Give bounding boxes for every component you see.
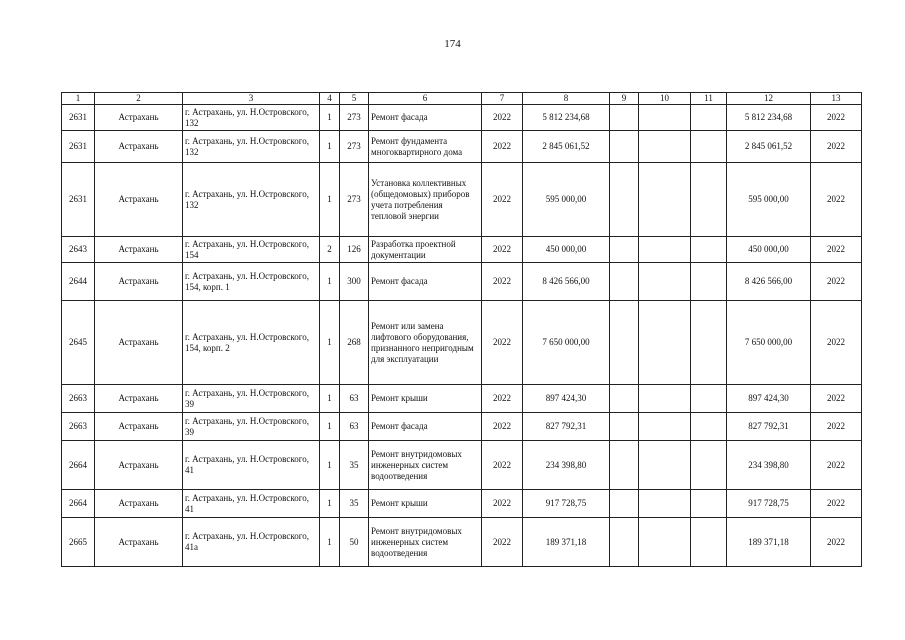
end-year-cell: 2022 [811,163,862,237]
address-cell: г. Астрахань, ул. Н.Островского, 154, корп. 2 [183,301,320,385]
col9-cell [610,490,639,518]
header-cell: 12 [727,93,811,105]
cost-cell: 595 000,00 [523,163,610,237]
col11-cell [691,413,727,441]
col4-cell: 1 [320,301,340,385]
col9-cell [610,441,639,490]
col5-cell: 63 [340,385,369,413]
col10-cell [639,301,691,385]
col9-cell [610,131,639,163]
year-cell: 2022 [482,385,523,413]
cost-cell: 450 000,00 [523,237,610,263]
cost-cell: 7 650 000,00 [523,301,610,385]
table-row [62,385,862,413]
col11-cell [691,131,727,163]
header-cell: 1 [62,93,95,105]
work-type-cell: Ремонт внутридомовых инженерных систем водоотведения [369,441,482,490]
work-type-cell: Установка коллективных (общедомовых) приборов учета потребления тепловой энергии [369,163,482,237]
total-cell: 189 371,18 [727,518,811,567]
col9-cell [610,413,639,441]
cost-cell: 5 812 234,68 [523,105,610,131]
address-cell: г. Астрахань, ул. Н.Островского, 39 [183,385,320,413]
address-cell: г. Астрахань, ул. Н.Островского, 41 [183,490,320,518]
col10-cell [639,490,691,518]
col10-cell [639,518,691,567]
col5-cell: 300 [340,263,369,301]
city-cell: Астрахань [95,163,183,237]
col5-cell: 50 [340,518,369,567]
header-cell: 3 [183,93,320,105]
address-cell: г. Астрахань, ул. Н.Островского, 39 [183,413,320,441]
col11-cell [691,385,727,413]
cost-cell: 827 792,31 [523,413,610,441]
col11-cell [691,301,727,385]
table-row [62,518,862,567]
col9-cell [610,385,639,413]
table-row [62,237,862,263]
table-row [62,413,862,441]
table-body [62,105,862,567]
table-row [62,441,862,490]
col10-cell [639,131,691,163]
col5-cell: 35 [340,441,369,490]
cost-cell: 897 424,30 [523,385,610,413]
total-cell: 5 812 234,68 [727,105,811,131]
total-cell: 917 728,75 [727,490,811,518]
table-row [62,301,862,385]
address-cell: г. Астрахань, ул. Н.Островского, 132 [183,163,320,237]
year-cell: 2022 [482,413,523,441]
end-year-cell: 2022 [811,263,862,301]
end-year-cell: 2022 [811,490,862,518]
header-cell: 10 [639,93,691,105]
table-row [62,131,862,163]
cost-cell: 917 728,75 [523,490,610,518]
table-row [62,263,862,301]
year-cell: 2022 [482,263,523,301]
col9-cell [610,105,639,131]
header-cell: 13 [811,93,862,105]
col4-cell: 1 [320,263,340,301]
work-type-cell: Ремонт крыши [369,490,482,518]
year-cell: 2022 [482,131,523,163]
end-year-cell: 2022 [811,237,862,263]
col4-cell: 1 [320,105,340,131]
col11-cell [691,105,727,131]
address-cell: г. Астрахань, ул. Н.Островского, 132 [183,131,320,163]
col4-cell: 1 [320,441,340,490]
address-cell: г. Астрахань, ул. Н.Островского, 41а [183,518,320,567]
total-cell: 2 845 061,52 [727,131,811,163]
end-year-cell: 2022 [811,441,862,490]
row-id-cell: 2643 [62,237,95,263]
total-cell: 595 000,00 [727,163,811,237]
work-type-cell: Ремонт или замена лифтового оборудования, признанного непригодным для эксплуатации [369,301,482,385]
year-cell: 2022 [482,490,523,518]
address-cell: г. Астрахань, ул. Н.Островского, 154 [183,237,320,263]
table-row [62,105,862,131]
total-cell: 897 424,30 [727,385,811,413]
address-cell: г. Астрахань, ул. Н.Островского, 41 [183,441,320,490]
table-row [62,163,862,237]
row-id-cell: 2664 [62,441,95,490]
col5-cell: 273 [340,105,369,131]
total-cell: 7 650 000,00 [727,301,811,385]
city-cell: Астрахань [95,518,183,567]
row-id-cell: 2645 [62,301,95,385]
end-year-cell: 2022 [811,413,862,441]
col10-cell [639,385,691,413]
header-cell: 11 [691,93,727,105]
cost-cell: 234 398,80 [523,441,610,490]
row-id-cell: 2631 [62,163,95,237]
year-cell: 2022 [482,441,523,490]
col10-cell [639,263,691,301]
work-type-cell: Ремонт фундамента многоквартирного дома [369,131,482,163]
year-cell: 2022 [482,163,523,237]
col4-cell: 2 [320,237,340,263]
col4-cell: 1 [320,490,340,518]
row-id-cell: 2644 [62,263,95,301]
col9-cell [610,237,639,263]
header-cell: 8 [523,93,610,105]
year-cell: 2022 [482,518,523,567]
col10-cell [639,413,691,441]
header-cell: 6 [369,93,482,105]
row-id-cell: 2631 [62,131,95,163]
col4-cell: 1 [320,385,340,413]
row-id-cell: 2663 [62,413,95,441]
end-year-cell: 2022 [811,131,862,163]
work-type-cell: Разработка проектной документации [369,237,482,263]
col5-cell: 35 [340,490,369,518]
work-type-cell: Ремонт фасада [369,413,482,441]
city-cell: Астрахань [95,385,183,413]
col9-cell [610,163,639,237]
year-cell: 2022 [482,237,523,263]
cost-cell: 2 845 061,52 [523,131,610,163]
col10-cell [639,163,691,237]
total-cell: 450 000,00 [727,237,811,263]
city-cell: Астрахань [95,441,183,490]
address-cell: г. Астрахань, ул. Н.Островского, 154, корп. 1 [183,263,320,301]
year-cell: 2022 [482,105,523,131]
col11-cell [691,490,727,518]
col10-cell [639,105,691,131]
col5-cell: 268 [340,301,369,385]
work-type-cell: Ремонт крыши [369,385,482,413]
col4-cell: 1 [320,413,340,441]
city-cell: Астрахань [95,131,183,163]
work-type-cell: Ремонт фасада [369,263,482,301]
col10-cell [639,237,691,263]
row-id-cell: 2664 [62,490,95,518]
cost-cell: 8 426 566,00 [523,263,610,301]
city-cell: Астрахань [95,237,183,263]
col9-cell [610,518,639,567]
col5-cell: 273 [340,163,369,237]
col9-cell [610,263,639,301]
col11-cell [691,518,727,567]
address-cell: г. Астрахань, ул. Н.Островского, 132 [183,105,320,131]
col4-cell: 1 [320,518,340,567]
city-cell: Астрахань [95,490,183,518]
col5-cell: 63 [340,413,369,441]
total-cell: 234 398,80 [727,441,811,490]
city-cell: Астрахань [95,301,183,385]
city-cell: Астрахань [95,263,183,301]
city-cell: Астрахань [95,413,183,441]
header-row [62,93,862,105]
work-type-cell: Ремонт внутридомовых инженерных систем водоотведения [369,518,482,567]
total-cell: 8 426 566,00 [727,263,811,301]
page-number: 174 [444,38,461,50]
cost-cell: 189 371,18 [523,518,610,567]
row-id-cell: 2665 [62,518,95,567]
end-year-cell: 2022 [811,518,862,567]
header-cell: 2 [95,93,183,105]
city-cell: Астрахань [95,105,183,131]
total-cell: 827 792,31 [727,413,811,441]
header-cell: 5 [340,93,369,105]
col5-cell: 273 [340,131,369,163]
col10-cell [639,441,691,490]
year-cell: 2022 [482,301,523,385]
end-year-cell: 2022 [811,385,862,413]
repair-works-table [61,92,862,567]
col5-cell: 126 [340,237,369,263]
col11-cell [691,163,727,237]
col11-cell [691,263,727,301]
end-year-cell: 2022 [811,301,862,385]
row-id-cell: 2631 [62,105,95,131]
col11-cell [691,237,727,263]
table-row [62,490,862,518]
header-cell: 4 [320,93,340,105]
col9-cell [610,301,639,385]
row-id-cell: 2663 [62,385,95,413]
col4-cell: 1 [320,131,340,163]
work-type-cell: Ремонт фасада [369,105,482,131]
end-year-cell: 2022 [811,105,862,131]
col4-cell: 1 [320,163,340,237]
col11-cell [691,441,727,490]
header-cell: 7 [482,93,523,105]
header-cell: 9 [610,93,639,105]
